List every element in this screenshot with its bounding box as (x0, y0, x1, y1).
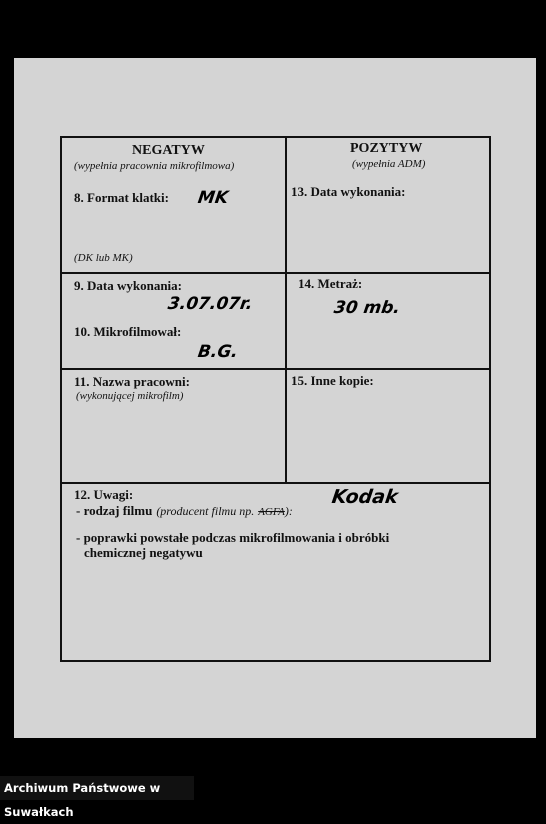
field-12-film-type-value: Kodak (330, 486, 400, 508)
field-8-label: 8. Format klatki: (74, 190, 169, 205)
field-12-label: 12. Uwagi: (74, 487, 134, 502)
field-12-corrections-line-2: chemicznej negatywu (84, 545, 203, 560)
field-8-hint: (DK lub MK) (74, 252, 133, 264)
field-9-value: 3.07.07r. (166, 294, 254, 314)
field-10-value: B.G. (196, 342, 240, 362)
microfilm-form (60, 136, 491, 662)
field-14-value: 30 mb. (332, 298, 402, 318)
field-12-film-type-prefix: - rodzaj filmu (76, 503, 153, 518)
field-11-hint: (wykonującej mikrofilm) (76, 390, 184, 402)
pozytyw-title: POZYTYW (350, 141, 423, 156)
column-divider (285, 138, 287, 483)
field-12-film-type-line (76, 502, 293, 520)
field-12-film-type-hint: (producent filmu np. (156, 504, 255, 518)
field-12-hint-close: ): (284, 504, 293, 518)
field-15-label: 15. Inne kopie: (291, 373, 374, 388)
field-14-label: 14. Metraż: (298, 276, 363, 291)
field-10-label: 10. Mikrofilmował: (74, 324, 182, 339)
negatyw-subtitle: (wypełnia pracownia mikrofilmowa) (74, 160, 235, 172)
negatyw-title: NEGATYW (132, 143, 205, 158)
row-divider (62, 272, 489, 274)
field-12-corrections-line-1: - poprawki powstałe podczas mikrofilmowania i obróbki (76, 530, 390, 545)
field-8-value: MK (196, 188, 230, 208)
row-divider (62, 368, 489, 370)
row-divider (62, 482, 489, 484)
archive-footer-label: Archiwum Państwowe w Suwałkach (0, 776, 194, 800)
field-13-label: 13. Data wykonania: (291, 184, 406, 199)
field-9-label: 9. Data wykonania: (74, 278, 182, 293)
pozytyw-subtitle: (wypełnia ADM) (352, 158, 426, 170)
field-12-struck-example: AGFA (258, 506, 285, 518)
field-11-label: 11. Nazwa pracowni: (74, 374, 190, 389)
